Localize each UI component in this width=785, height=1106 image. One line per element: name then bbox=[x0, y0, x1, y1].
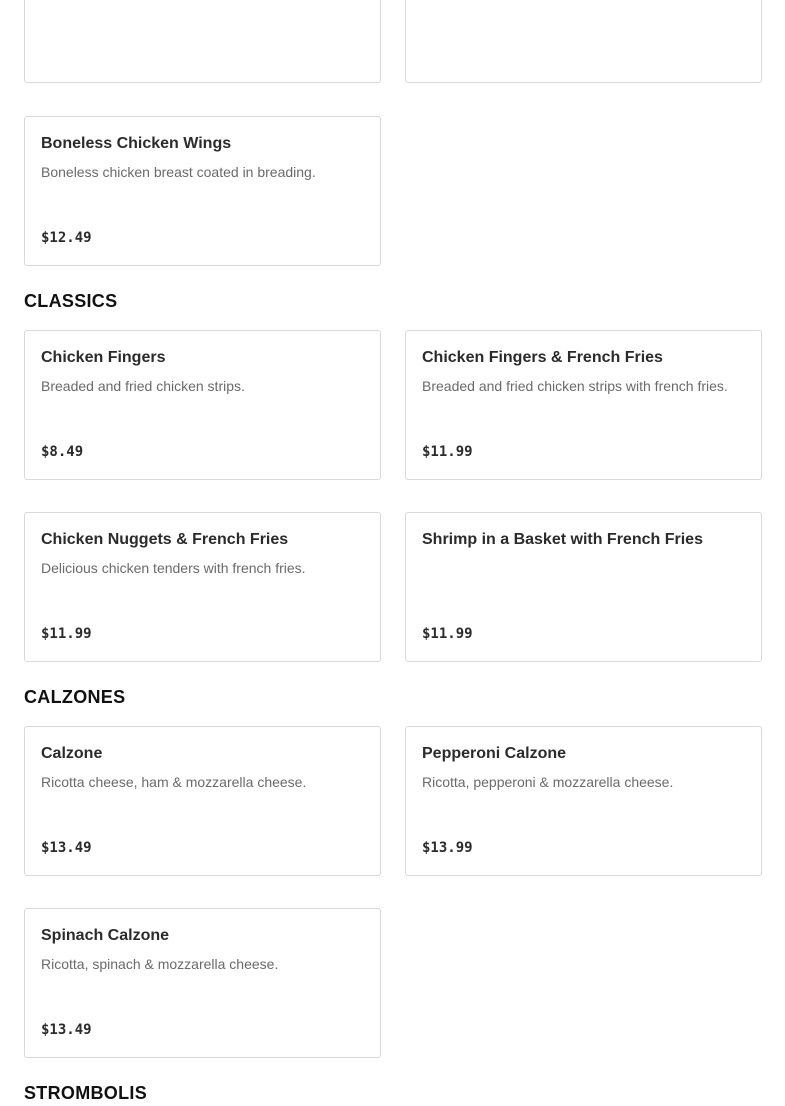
menu-item-price: $11.99 bbox=[41, 626, 92, 642]
section-title-calzones: CALZONES bbox=[24, 687, 126, 707]
menu-item-description: Ricotta, spinach & mozzarella cheese. bbox=[41, 956, 279, 972]
menu-item-price: $13.49 bbox=[41, 840, 92, 856]
menu-item-price: $12.49 bbox=[41, 230, 92, 246]
menu-item-card[interactable] bbox=[24, 512, 381, 662]
menu-item-description: Breaded and fried chicken strips. bbox=[41, 378, 245, 394]
section-title-strombolis: STROMBOLIS bbox=[24, 1083, 147, 1103]
menu-item-price: $8.49 bbox=[41, 444, 84, 460]
menu-item-price: $11.99 bbox=[422, 626, 473, 642]
menu-item-description: Ricotta cheese, ham & mozzarella cheese. bbox=[41, 774, 307, 790]
menu-item-description: Delicious chicken tenders with french fries. bbox=[41, 560, 306, 576]
menu-item-card[interactable] bbox=[405, 0, 762, 83]
menu-item-name: Pepperoni Calzone bbox=[422, 745, 567, 762]
menu-item-card[interactable] bbox=[405, 726, 762, 876]
menu-item-card[interactable] bbox=[24, 116, 381, 266]
menu-item-price: $13.99 bbox=[422, 840, 473, 856]
menu-item-card[interactable] bbox=[405, 330, 762, 480]
menu-item-card[interactable] bbox=[405, 512, 762, 662]
menu-item-name: Spinach Calzone bbox=[41, 927, 170, 944]
menu-item-name: Chicken Fingers bbox=[41, 349, 166, 366]
section-title-classics: CLASSICS bbox=[24, 291, 118, 311]
menu-item-card[interactable] bbox=[24, 330, 381, 480]
menu-item-name: Calzone bbox=[41, 745, 103, 762]
menu-item-name: Shrimp in a Basket with French Fries bbox=[422, 531, 703, 548]
menu-item-description: Boneless chicken breast coated in breading. bbox=[41, 164, 316, 180]
menu-item-description: Breaded and fried chicken strips with french fries. bbox=[422, 378, 728, 394]
menu-item-description: Ricotta, pepperoni & mozzarella cheese. bbox=[422, 774, 674, 790]
menu-item-card[interactable] bbox=[24, 0, 381, 83]
menu-item-price: $11.99 bbox=[422, 444, 473, 460]
menu-item-name: Chicken Fingers & French Fries bbox=[422, 349, 663, 366]
menu-item-name: Chicken Nuggets & French Fries bbox=[41, 531, 289, 548]
menu-item-price: $13.49 bbox=[41, 1022, 92, 1038]
menu-item-card[interactable] bbox=[24, 908, 381, 1058]
menu-item-name: Boneless Chicken Wings bbox=[41, 135, 232, 152]
menu-item-card[interactable] bbox=[24, 726, 381, 876]
